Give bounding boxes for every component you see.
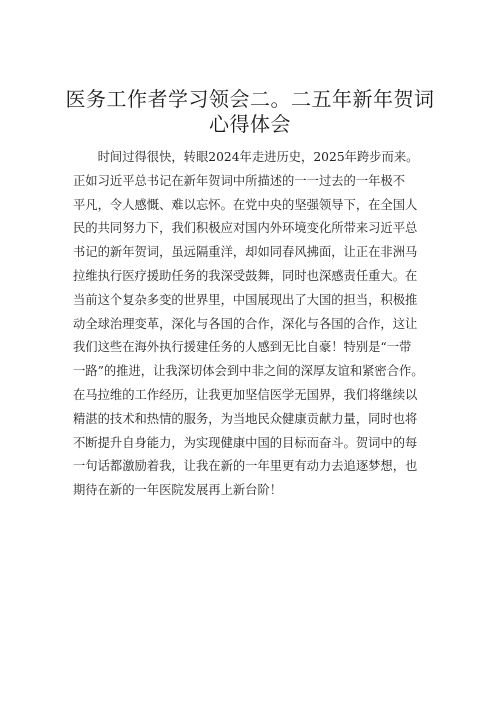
document-body <box>73 146 443 503</box>
body-line: 在马拉维的工作经历，让我更加坚信医学无国界，我们将继续以 <box>73 387 418 402</box>
body-line: 当前这个复杂多变的世界里，中国展现出了大国的担当，积极推 <box>73 292 418 307</box>
body-line: 动全球治理变革，深化与各国的合作，深化与各国的合作，这让 <box>73 316 418 331</box>
body-line: 书记的新年贺词，虽远隔重洋，却如同春风拂面，让正在非洲马 <box>73 245 418 260</box>
body-line: 一路”的推进，让我深切体会到中非之间的深厚友谊和紧密合作。 <box>73 364 424 379</box>
body-line: 不断提升自身能力，为实现健康中国的目标而奋斗。贺词中的每 <box>73 435 418 450</box>
body-line: 我们这些在海外执行援建任务的人感到无比自豪！特别是“一带 <box>73 340 412 355</box>
body-line: 民的共同努力下，我们积极应对国内外环境变化所带来习近平总 <box>73 221 418 236</box>
body-line: 期待在新的一年医院发展再上新台阶！ <box>73 483 283 498</box>
document-title-line-1: 医务工作者学习领会二。二五年新年贺词 <box>65 87 435 111</box>
body-line: 拉维执行医疗援助任务的我深受鼓舞，同时也深感责任重大。在 <box>73 268 418 283</box>
body-line: 平凡，令人感慨、难以忘怀。在党中央的坚强领导下，在全国人 <box>73 197 418 212</box>
document-title-line-2: 心得体会 <box>209 112 291 136</box>
body-line: 一句话都激励着我，让我在新的一年里更有动力去追逐梦想，也 <box>73 459 418 474</box>
body-line: 时间过得很快，转眼2024年走进历史，2025年跨步而来。 <box>73 150 419 164</box>
body-line: 精湛的技术和热情的服务，为当地民众健康贡献力量，同时也将 <box>73 411 418 426</box>
body-line: 正如习近平总书记在新年贺词中所描述的一一过去的一年极不 <box>73 173 406 188</box>
